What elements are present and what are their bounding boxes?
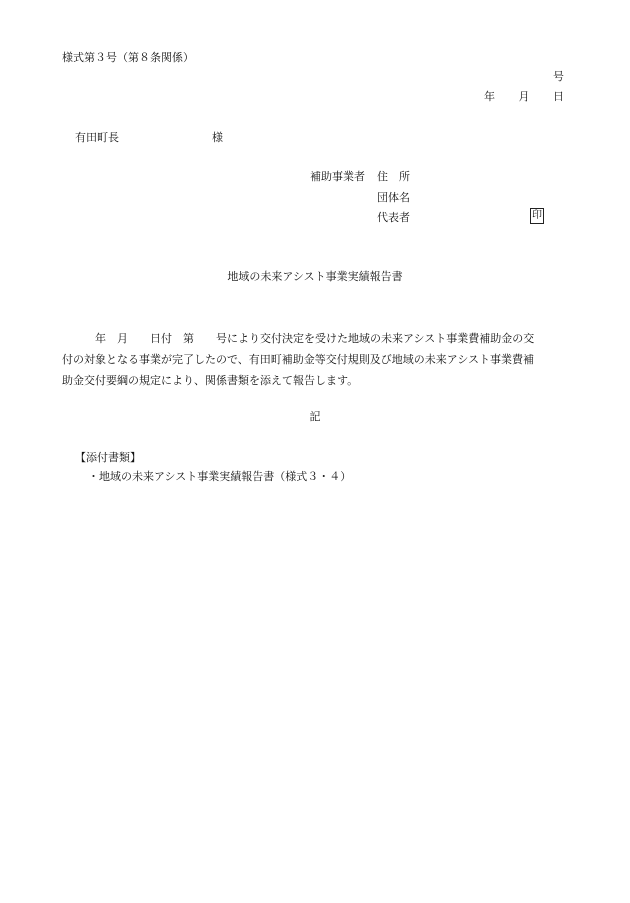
addressee-name: 有田町長	[75, 131, 119, 144]
date-month: 月	[518, 90, 530, 103]
applicant-representative-label: 代表者	[377, 211, 410, 224]
applicant-label: 補助事業者	[310, 170, 365, 183]
report-body-line: 付の対象となる事業が完了したので、有田町補助金等交付規則及び地域の未来アシスト事業費補	[62, 353, 535, 366]
document-number-label: 号	[553, 70, 564, 83]
ki-heading: 記	[309, 410, 321, 423]
attachments-heading: 【添付書類】	[75, 451, 141, 464]
date-line	[484, 90, 564, 104]
date-year: 年	[484, 90, 495, 103]
report-body-line: 助金交付要綱の規定により、関係書類を添えて報告します。	[62, 374, 359, 387]
form-number: 様式第３号（第８条関係）	[62, 51, 194, 64]
document-title: 地域の未来アシスト事業実績報告書	[227, 270, 403, 283]
date-day: 日	[553, 90, 564, 103]
report-body	[62, 328, 572, 391]
seal-mark: 印	[530, 208, 544, 224]
attachment-item: ・地域の未来アシスト事業実績報告書（様式３・４）	[88, 470, 352, 483]
addressee	[75, 131, 223, 145]
applicant-address-label: 住 所	[377, 170, 410, 183]
addressee-honorific: 様	[212, 131, 223, 144]
applicant-organization-label: 団体名	[377, 191, 410, 204]
report-body-line: 年 月 日付 第 号により交付決定を受けた地域の未来アシスト事業費補助金の交	[62, 332, 535, 345]
